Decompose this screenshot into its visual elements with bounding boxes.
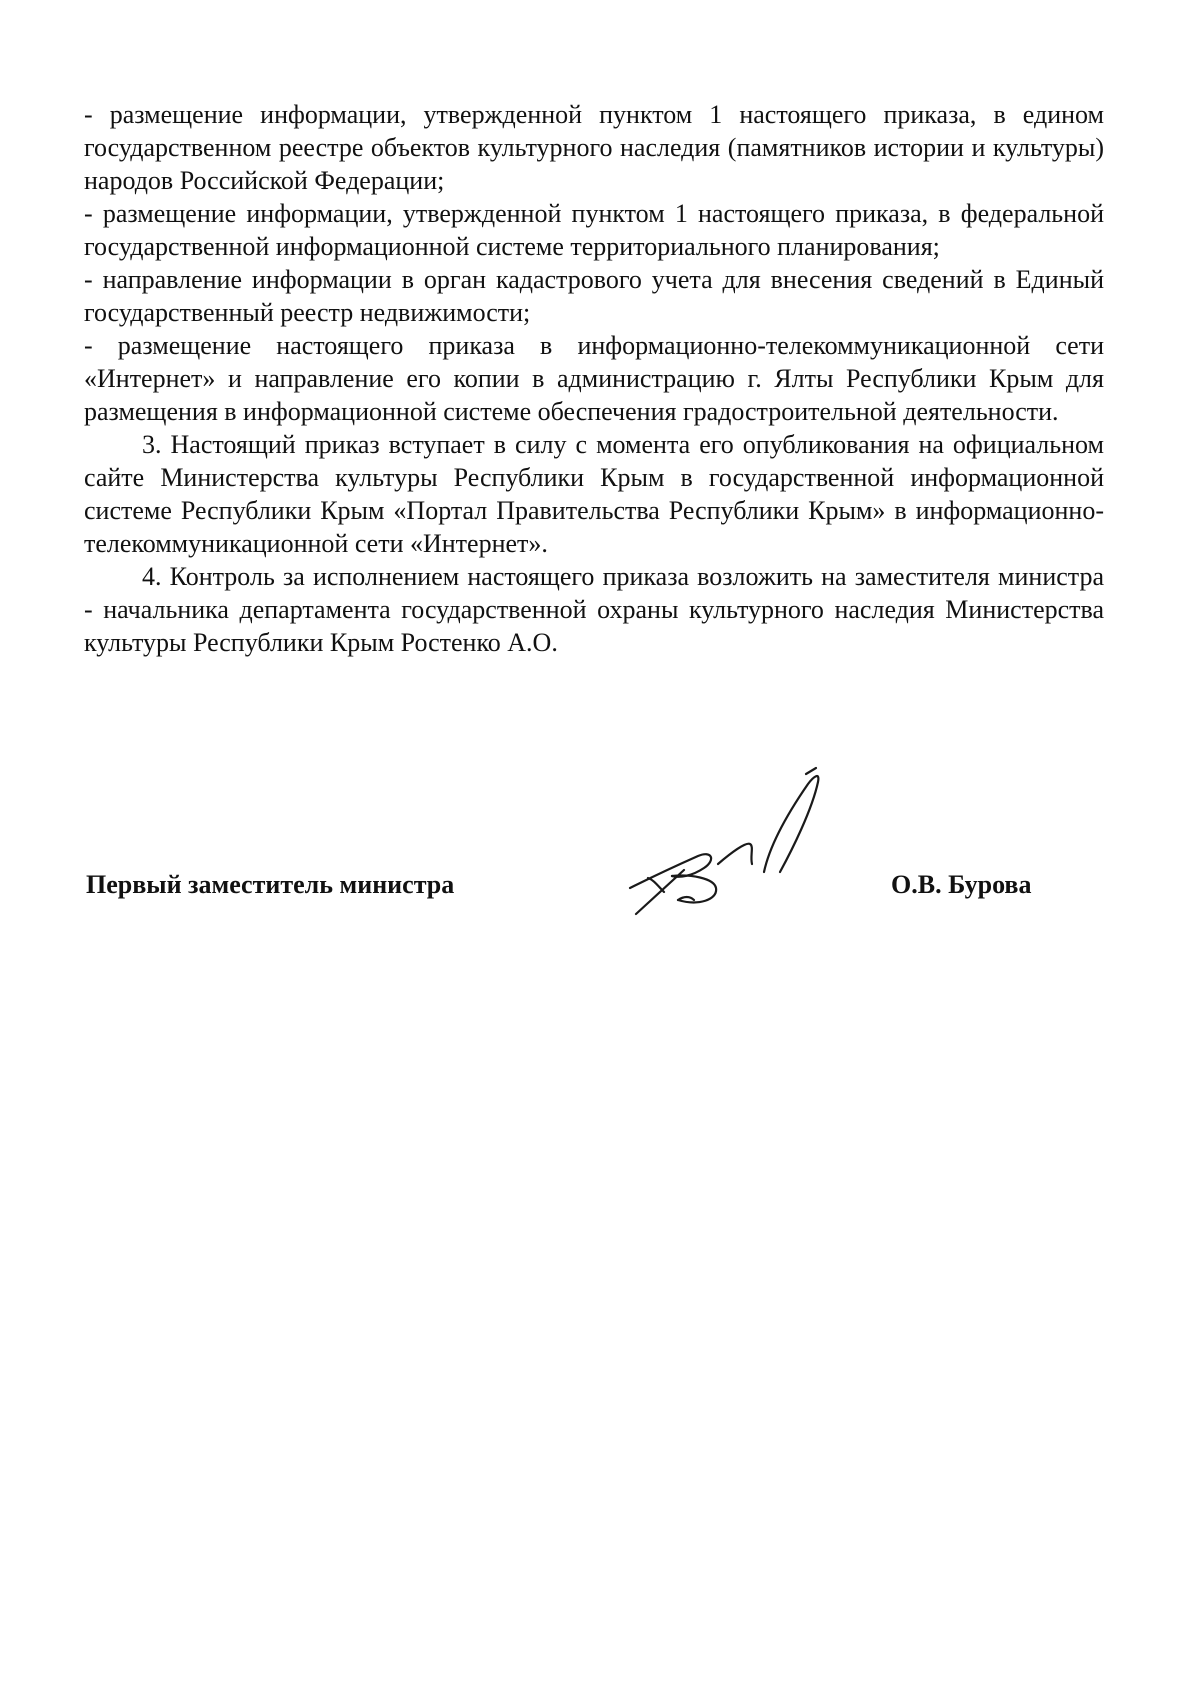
paragraph-bullet-planning-system: - размещение информации, утвержденной пунктом 1 настоящего приказа, в федеральной государственной информационной системе территориального планирования;: [84, 199, 1104, 261]
signer-title: Первый заместитель министра: [86, 870, 455, 899]
paragraph-item-4: 4. Контроль за исполнением настоящего приказа возложить на заместителя министра - начальника департамента государственной охраны культурного наследия Министерства культуры Республики Крым Ростенко А.О.: [84, 562, 1104, 657]
handwritten-signature: [620, 760, 890, 940]
paragraph-bullet-internet-publication: - размещение настоящего приказа в информационно-телекоммуникационной сети «Интернет» и направление его копии в администрацию г. Ялты Республики Крым для размещения в информационной системе обеспечения градостроительной деятельности.: [84, 331, 1104, 426]
paragraph-bullet-register: - размещение информации, утвержденной пунктом 1 настоящего приказа, в едином государственном реестре объектов культурного наследия (памятников истории и культуры) народов Российской Федерации;: [84, 100, 1104, 195]
document-body: [84, 98, 1104, 659]
signature-block: [86, 870, 1086, 910]
paragraph-bullet-cadastral: - направление информации в орган кадастрового учета для внесения сведений в Единый государственный реестр недвижимости;: [84, 265, 1104, 327]
paragraph-item-3: 3. Настоящий приказ вступает в силу с момента его опубликования на официальном сайте Министерства культуры Республики Крым в государственной информационной системе Республики Крым «Портал Правительства Республики Крым» в информационно-телекоммуникационной сети «Интернет».: [84, 430, 1104, 558]
signer-name: О.В. Бурова: [891, 870, 1032, 899]
